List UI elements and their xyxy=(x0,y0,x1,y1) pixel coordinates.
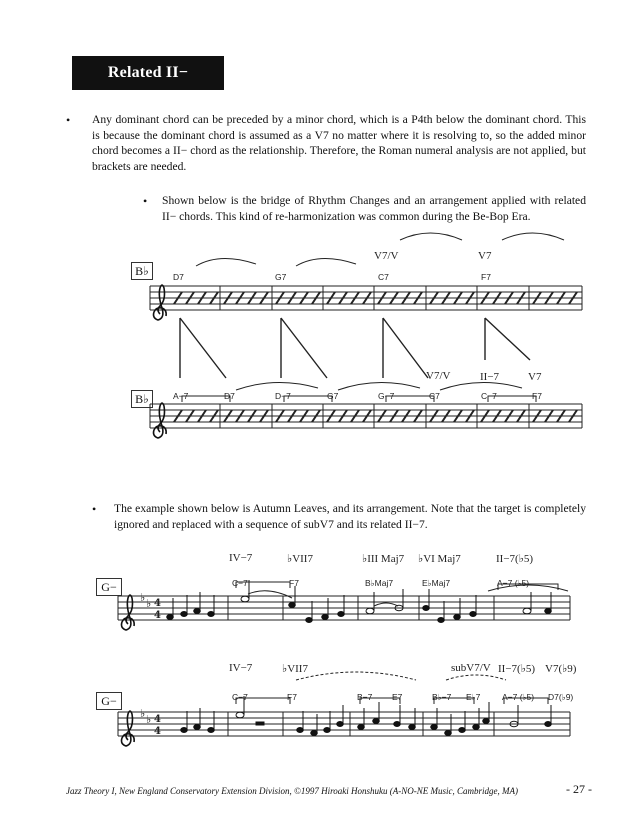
roman-numeral: ♭VII7 xyxy=(282,663,308,675)
roman-numeral: V7(♭9) xyxy=(545,663,577,675)
chord-symbol: A−7 (♭5) xyxy=(497,578,530,588)
roman-numeral: II−7 xyxy=(480,371,500,383)
roman-numeral: II−7(♭5) xyxy=(498,663,536,675)
roman-numeral: V7 xyxy=(528,371,542,383)
svg-text:♭: ♭ xyxy=(146,713,152,726)
svg-text:4: 4 xyxy=(154,598,161,609)
svg-text:4: 4 xyxy=(154,610,161,621)
chord-symbol: D7 xyxy=(224,391,235,401)
svg-text:♭: ♭ xyxy=(146,597,152,610)
chord-symbol: F7 xyxy=(532,391,542,401)
chord-symbol: G7 xyxy=(327,391,339,401)
chord-symbol: C7 xyxy=(429,391,440,401)
chord-symbol: C−7 xyxy=(232,578,248,588)
roman-numeral: V7/V xyxy=(374,250,399,262)
chord-symbol: C−7 xyxy=(481,391,497,401)
intro-paragraph: Any dominant chord can be preceded by a minor chord, which is a P4th below the dominant chord. This is because the dominant chord is assumed as a V7 no matter where it is resolving to, so the added minor chord becomes a II− chord as the relationship. Therefore, the Roman numeral analysis are not applied, but brackets are needed. xyxy=(92,113,586,173)
chord-symbol: B−7 xyxy=(357,692,373,702)
page-number: - 27 - xyxy=(566,782,592,796)
chord-symbol: F7 xyxy=(481,272,491,282)
key-label: B♭ xyxy=(135,391,149,406)
roman-numeral: ♭VII7 xyxy=(287,553,313,565)
roman-numeral: II−7(♭5) xyxy=(496,553,534,565)
svg-text:4: 4 xyxy=(154,726,161,737)
time-signature xyxy=(154,598,161,737)
roman-numeral: IV−7 xyxy=(229,662,253,674)
chord-symbol: D−7 xyxy=(275,391,291,401)
roman-numeral: V7/V xyxy=(426,370,451,382)
roman-numeral: subV7/V xyxy=(451,662,491,674)
dashed-arcs xyxy=(296,672,506,680)
svg-text:4: 4 xyxy=(154,714,161,725)
key-label: G− xyxy=(101,693,117,708)
chord-symbol: C7 xyxy=(378,272,389,282)
chord-symbol: G−7 xyxy=(378,391,395,401)
chord-symbol: G7 xyxy=(275,272,287,282)
chord-symbol: A−7 (♭5) xyxy=(502,692,535,702)
chord-symbol: E♭7 xyxy=(466,692,481,702)
bridge-paragraph: Shown below is the bridge of Rhythm Changes and an arrangement applied with related II− chords. This kind of re-harmonization was common during the Be-Bop Era. xyxy=(162,194,586,223)
svg-text:♭: ♭ xyxy=(140,591,146,604)
chord-symbol: F7 xyxy=(287,692,297,702)
rhythm-slashes xyxy=(174,292,577,422)
bullet-intro: • xyxy=(66,113,71,127)
chord-symbol: D7 xyxy=(173,272,184,282)
bullet-autumn: • xyxy=(92,502,97,516)
chord-symbol: B♭−7 xyxy=(432,692,452,702)
chord-symbol: A−7 xyxy=(173,391,189,401)
chord-symbol: E7 xyxy=(392,692,403,702)
chord-symbol: C−7 xyxy=(232,692,248,702)
chord-symbol: D7(♭9) xyxy=(548,692,574,702)
example3-brackets xyxy=(236,698,548,704)
bullet-bridge: • xyxy=(143,194,148,208)
key-signature xyxy=(140,591,151,726)
section-title-text: Related II− xyxy=(107,64,189,81)
key-label: G− xyxy=(101,579,117,594)
roman-numeral: ♭III Maj7 xyxy=(362,553,405,565)
roman-numeral: IV−7 xyxy=(229,552,253,564)
key-label: B♭ xyxy=(135,263,149,278)
chord-symbol: F7 xyxy=(289,578,299,588)
roman-numeral: V7 xyxy=(478,250,492,262)
treble-clef-icons xyxy=(122,285,167,746)
chord-symbol: B♭Maj7 xyxy=(365,578,394,588)
arc-brackets xyxy=(182,233,564,402)
autumn-paragraph: The example shown below is Autumn Leaves, and its arrangement. Note that the target is completely ignored and replaced with a sequence of subV7 and its related II−7. xyxy=(114,502,586,531)
relationship-lines xyxy=(180,318,530,378)
roman-numeral: ♭VI Maj7 xyxy=(418,553,461,565)
chord-symbol: E♭Maj7 xyxy=(422,578,451,588)
svg-text:♭: ♭ xyxy=(140,707,146,720)
footer-citation: Jazz Theory I, New England Conservatory Extension Division, ©1997 Hiroaki Honshuku (A-NO-NE Music, Cambridge, MA) xyxy=(66,786,518,796)
